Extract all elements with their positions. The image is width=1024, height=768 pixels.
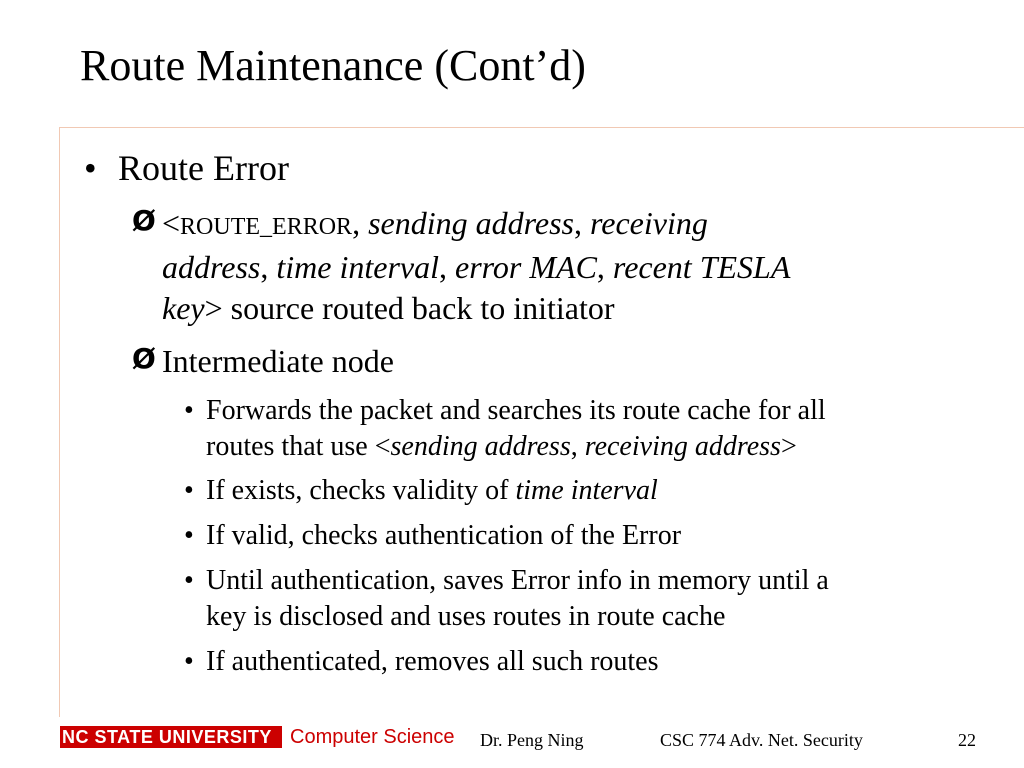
bullet-l1-marker: • (84, 148, 97, 188)
bullet-l3-marker: • (184, 646, 194, 677)
angle-close: > (204, 290, 223, 326)
if-exists-text: If exists, checks validity of (206, 475, 509, 506)
bullet-l3-marker: • (184, 520, 194, 551)
comma: , (352, 205, 361, 241)
sub-until-auth-line1: Until authentication, saves Error info in memory until a (206, 565, 829, 596)
sub-forwards-line2 (206, 433, 797, 461)
sub-if-valid: If valid, checks authentication of the Error (206, 520, 682, 551)
page-number: 22 (958, 730, 976, 750)
comma: , (596, 249, 605, 285)
field-sending-address: sending address (390, 431, 571, 462)
route-error-message-line1 (162, 207, 708, 239)
routes-that-use-text: routes that use < (206, 431, 391, 462)
comma: , (573, 205, 582, 241)
bullet-route-error: Route Error (118, 148, 289, 188)
comma: , (439, 249, 447, 285)
field-time-interval: time interval (276, 249, 439, 285)
field-key: key (162, 290, 205, 326)
bullet-intermediate-node: Intermediate node (162, 343, 394, 379)
university-logo: NC STATE UNIVERSITY (60, 726, 282, 748)
field-receiving-address: receiving address (584, 431, 781, 462)
arrow-bullet-icon: Ø (132, 204, 156, 237)
comma: , (260, 249, 269, 285)
bullet-l3-marker: • (184, 565, 194, 596)
angle-open: < (162, 205, 181, 241)
sub-forwards-line1: Forwards the packet and searches its route cache for all (206, 395, 826, 426)
slide-title: Route Maintenance (Cont’d) (80, 41, 586, 90)
footer-author: Dr. Peng Ning (480, 730, 584, 750)
bullet-l3-marker: • (184, 475, 194, 506)
field-time-interval: time interval (515, 475, 658, 506)
field-error-mac: error MAC (455, 249, 597, 285)
field-recent-tesla: recent TESLA (612, 249, 791, 285)
field-receiving: receiving (589, 205, 708, 241)
sub-until-auth-line2: key is disclosed and uses routes in route cache (206, 601, 726, 632)
footer-course: CSC 774 Adv. Net. Security (660, 730, 863, 750)
sub-if-exists (206, 477, 658, 505)
department-name: Computer Science (290, 726, 455, 748)
bullet-l3-marker: • (184, 395, 194, 426)
field-address: address (162, 249, 261, 285)
arrow-bullet-icon: Ø (132, 342, 156, 375)
route-error-message-line2 (162, 251, 790, 283)
sub-if-authenticated: If authenticated, removes all such routes (206, 646, 659, 677)
angle-close: > (780, 431, 797, 462)
comma: , (570, 431, 578, 462)
title-divider-vertical (59, 127, 60, 717)
source-routed-text: source routed back to initiator (230, 290, 615, 326)
field-sending-address: sending address (368, 205, 574, 241)
title-divider-horizontal (60, 127, 1024, 128)
route-error-message-line3 (162, 292, 615, 324)
route-error-term: ROUTE_ERROR (180, 214, 353, 240)
